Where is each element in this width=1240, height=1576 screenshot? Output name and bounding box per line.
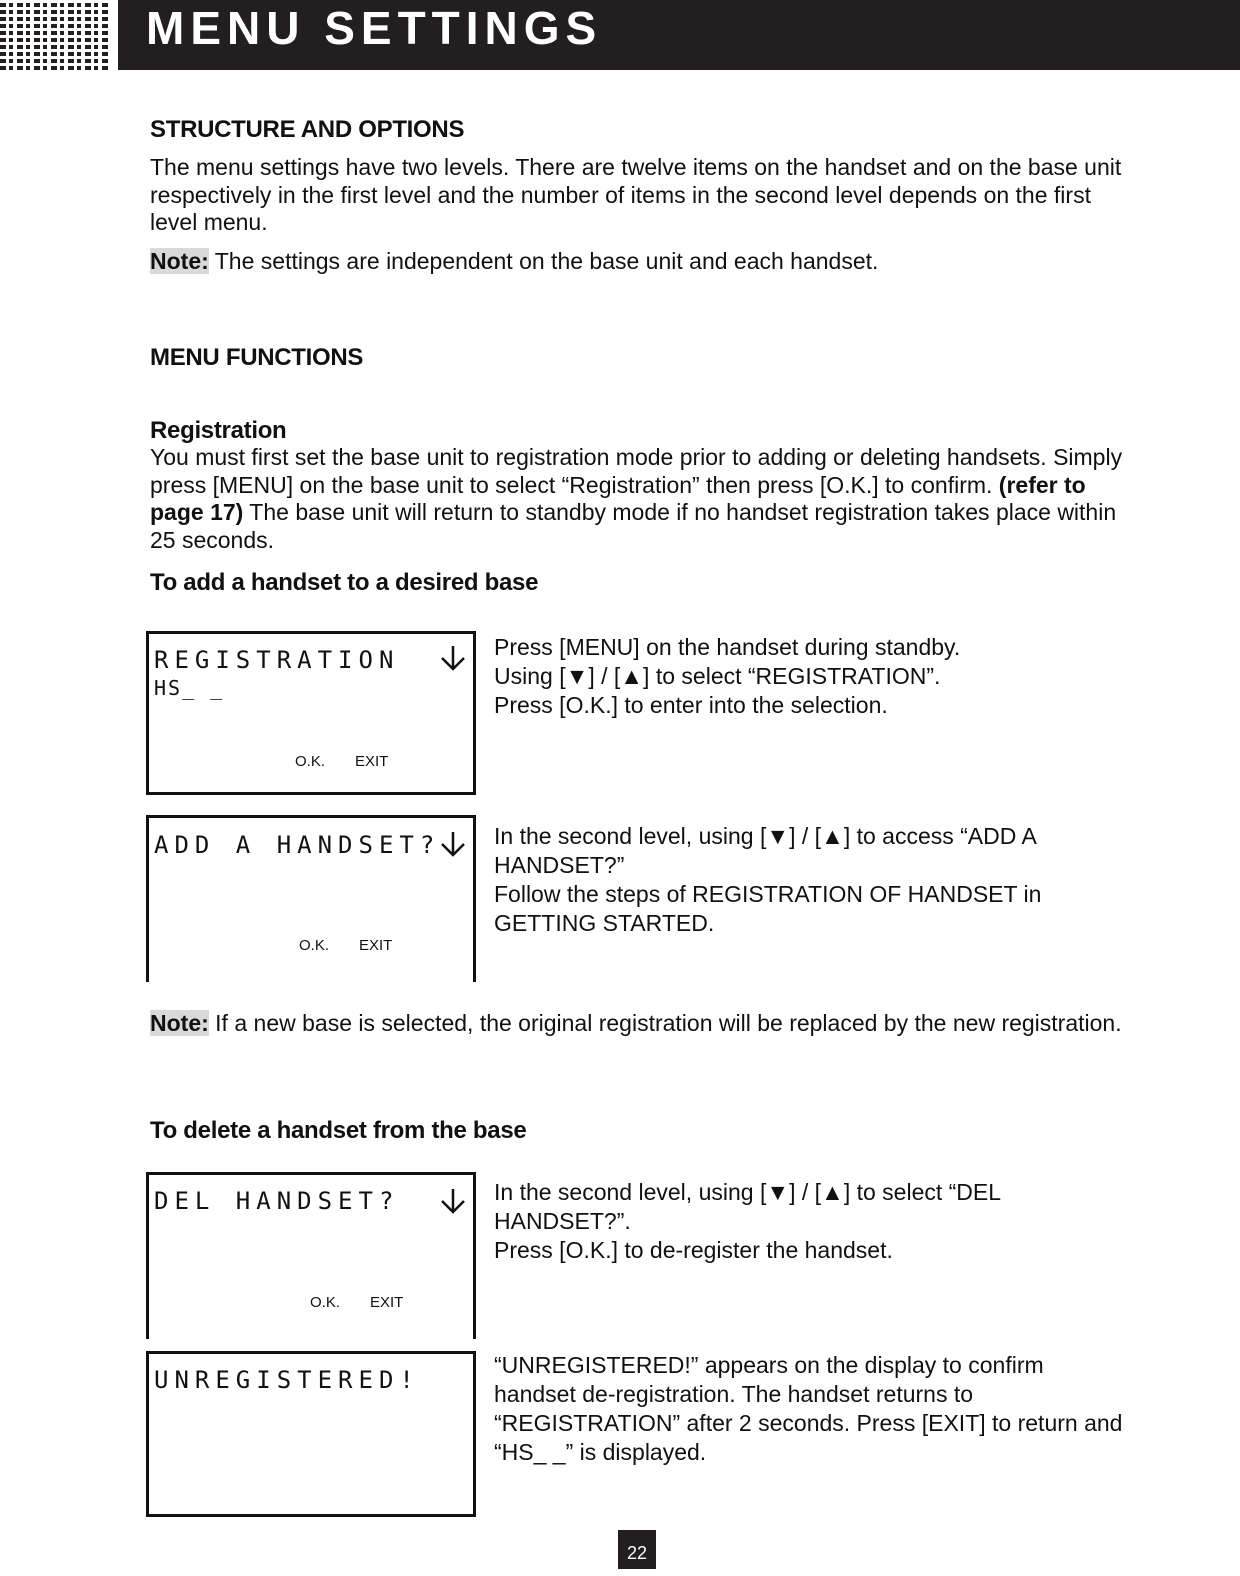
delete-handset-heading: To delete a handset from the base [150,1117,527,1144]
note-text: The settings are independent on the base unit and each handset. [208,248,879,274]
lcd-screen-registration [146,631,476,795]
lcd-line-1: REGISTRATION [154,646,400,674]
lcd-line-1: ADD A HANDSET? [154,831,441,859]
structure-paragraph: The menu settings have two levels. There are twelve items on the handset and on the base unit respectively in the first level and the number of items in the second level depends on the first level menu. [150,154,1122,235]
page-title: MENU SETTINGS [146,2,603,54]
lcd-line-2: HS_ _ [154,676,225,700]
structure-heading: STRUCTURE AND OPTIONS [150,116,465,143]
registration-text-2: The base unit will return to standby mode if no handset registration takes place within 25 seconds. [150,499,1117,553]
step-text-del-handset: In the second level, using [▼] / [▲] to select “DEL HANDSET?”. Press [O.K.] to de-register the handset. [494,1179,1001,1263]
step-text-unregistered: “UNREGISTERED!” appears on the display to confirm handset de-registration. The handset returns to “REGISTRATION” after 2 seconds. Press [EXIT] to return and “HS_ _” is displayed. [494,1352,1123,1465]
down-arrow-icon [437,1185,469,1217]
note-label: Note: [150,248,209,274]
lcd-screen-unregistered [146,1351,476,1517]
exit-softkey: EXIT [355,753,389,770]
ok-softkey: O.K. [310,1294,341,1311]
registration-note [150,1010,1130,1038]
down-arrow-icon [437,642,469,674]
lcd-line-1: DEL HANDSET? [154,1187,400,1215]
step-text-add-handset: In the second level, using [▼] / [▲] to access “ADD A HANDSET?” Follow the steps of REGISTRATION OF HANDSET in GETTING STARTED. [494,823,1042,936]
structure-note [150,248,1130,276]
ok-softkey: O.K. [295,753,326,770]
page-reference: (refer to page 17) [150,471,1086,525]
menu-functions-heading: MENU FUNCTIONS [150,344,364,371]
note-label: Note: [150,1010,209,1036]
registration-heading: Registration [150,417,287,444]
header-pattern [0,0,110,70]
exit-softkey: EXIT [370,1294,404,1311]
registration-paragraph [150,444,1130,554]
registration-text-1: You must first set the base unit to registration mode prior to adding or deleting handsets. Simply press [MENU] on the base unit to select “Registration” then press [O.K.] to confirm. [150,444,1123,498]
note-text: If a new base is selected, the original registration will be replaced by the new registration. [208,1010,1122,1036]
exit-softkey: EXIT [359,937,393,954]
step-text-registration: Press [MENU] on the handset during standby. Using [▼] / [▲] to select “REGISTRATION”. Press [O.K.] to enter into the selection. [494,634,961,718]
down-arrow-icon [437,828,469,860]
lcd-line-1: UNREGISTERED! [154,1366,420,1394]
add-handset-heading: To add a handset to a desired base [150,569,539,596]
page-number: 22 [618,1530,656,1569]
ok-softkey: O.K. [299,937,330,954]
lcd-screen-del-handset [146,1172,476,1339]
lcd-screen-add-handset [146,815,476,982]
